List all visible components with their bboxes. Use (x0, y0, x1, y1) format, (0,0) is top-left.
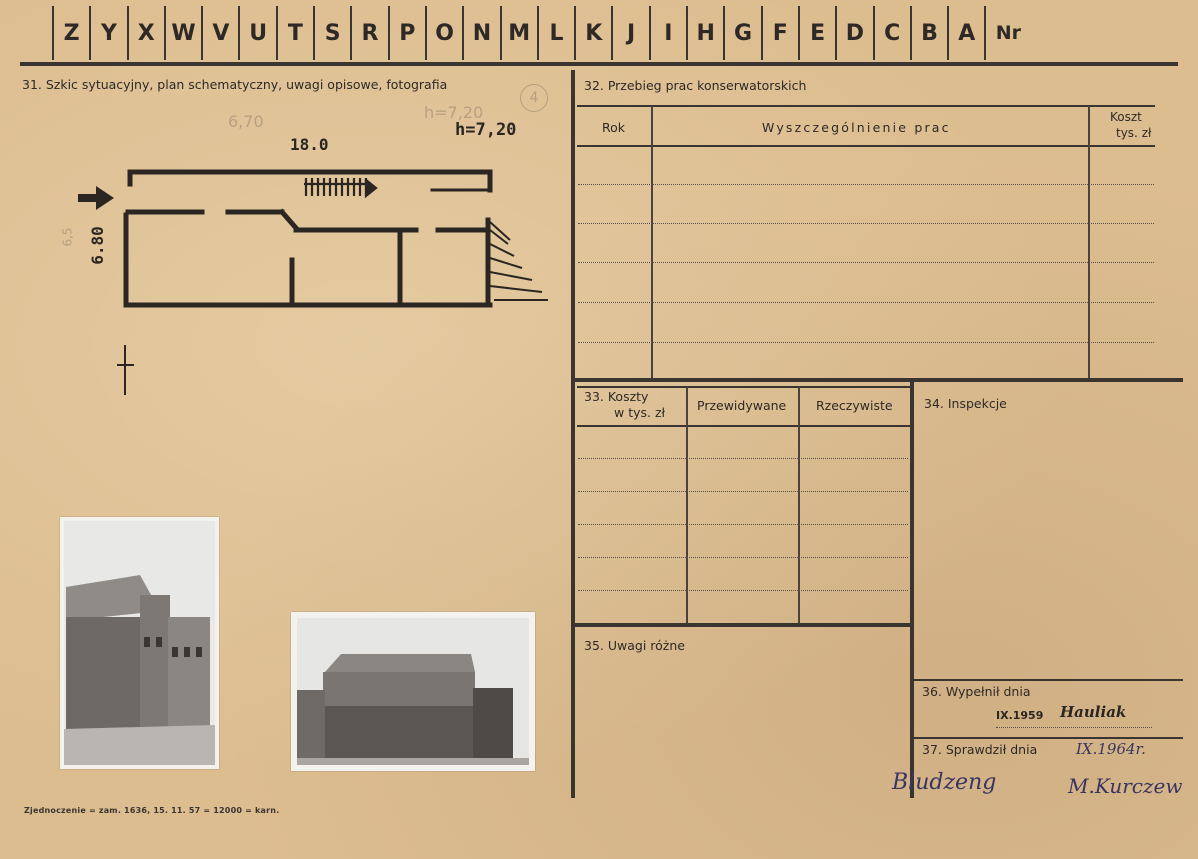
floor-plan-sketch (70, 160, 560, 410)
index-letter-o: O (425, 6, 462, 60)
table32-header-rule (577, 145, 1155, 147)
col-planned-header: Przewidywane (697, 398, 787, 413)
col-cost-header-1: Koszt (1110, 110, 1142, 124)
stairs-icon (304, 178, 376, 196)
photo-building-side (60, 517, 219, 769)
col-actual-header: Rzeczywiste (816, 398, 893, 413)
section-37-label: 37. Sprawdził dnia (922, 742, 1038, 757)
index-letter-m: M (500, 6, 537, 60)
print-footer: Zjednoczenie = zam. 1636, 15. 11. 57 = 12000 = karn. (24, 806, 280, 815)
index-letter-x: X (127, 6, 164, 60)
pencil-circle-note: 4 (520, 84, 548, 112)
section-36-top (914, 679, 1183, 681)
table33-row (578, 491, 908, 492)
main-divider (571, 70, 575, 798)
table32-row (578, 223, 1154, 224)
section-33-label-2: w tys. zł (614, 405, 666, 420)
index-letter-b: B (910, 6, 947, 60)
index-letter-i: I (649, 6, 686, 60)
table32-row (578, 302, 1154, 303)
index-letter-z: Z (52, 6, 89, 60)
filled-signature: Hauliak (1060, 703, 1127, 721)
checked-date: IX.1964r. (1076, 740, 1146, 758)
col-works-header: Wyszczególnienie prac (762, 120, 951, 135)
index-letter-k: K (574, 6, 611, 60)
table32-col-rule-2 (1088, 106, 1090, 380)
index-letter-n: N (462, 6, 499, 60)
index-letter-h: H (686, 6, 723, 60)
index-letter-v: V (201, 6, 238, 60)
table33-header-rule (577, 425, 911, 427)
dimension-length: 18.0 (290, 135, 329, 154)
index-letter-f: F (761, 6, 798, 60)
table32-row (578, 342, 1154, 343)
table33-col-rule-1 (686, 387, 688, 623)
col-cost-header-2: tys. zł (1116, 126, 1152, 140)
north-marker-icon (117, 345, 134, 395)
adjacent-building-hatch (490, 222, 548, 300)
table33-col-rule-2 (798, 387, 800, 623)
table32-row (578, 262, 1154, 263)
table33-top (577, 386, 911, 388)
section-34-label: 34. Inspekcje (924, 396, 1007, 411)
index-letter-a: A (947, 6, 984, 60)
pencil-height-note: h=7,20 (424, 103, 484, 122)
pencil-length-note: 6,70 (228, 112, 264, 131)
index-letter-s: S (313, 6, 350, 60)
section-36-line (996, 727, 1152, 728)
table32-row (578, 184, 1154, 185)
index-letter-u: U (238, 6, 275, 60)
photo-building-front (291, 612, 535, 771)
table32-top (577, 105, 1155, 107)
section-32-label: 32. Przebieg prac konserwatorskich (584, 78, 807, 93)
section-32-bottom (575, 378, 1183, 382)
letter-index (52, 6, 1030, 60)
checked-signature-2: M.Kurczew (1068, 774, 1183, 798)
index-letter-e: E (798, 6, 835, 60)
section-36-label: 36. Wypełnił dnia (922, 684, 1031, 699)
index-letter-g: G (723, 6, 760, 60)
index-letter-d: D (835, 6, 872, 60)
table33-row (578, 590, 908, 591)
index-letter-p: P (388, 6, 425, 60)
index-letter-l: L (537, 6, 574, 60)
table33-row (578, 524, 908, 525)
right-divider (910, 382, 914, 798)
section-35-label: 35. Uwagi różne (584, 638, 685, 653)
filled-date: IX.1959 (996, 709, 1044, 722)
dimension-height: h=7,20 (455, 120, 517, 140)
dimension-width: 6.80 (87, 226, 107, 265)
table33-row (578, 557, 908, 558)
table33-row (578, 458, 908, 459)
index-letter-c: C (873, 6, 910, 60)
section-33-bottom (575, 623, 913, 627)
index-letter-w: W (164, 6, 201, 60)
index-letter-y: Y (89, 6, 126, 60)
index-nr: Nr (984, 6, 1030, 60)
col-year-header: Rok (602, 120, 626, 135)
pencil-width-note: 6,5 (60, 227, 75, 247)
checked-signature-1: Bludzeng (892, 770, 997, 795)
index-letter-r: R (350, 6, 387, 60)
plan-walls (126, 172, 490, 305)
index-underline (20, 62, 1178, 66)
section-37-top (914, 737, 1183, 739)
section-33-label-1: 33. Koszty (584, 389, 649, 404)
section-31-label: 31. Szkic sytuacyjny, plan schematyczny, uwagi opisowe, fotografia (22, 77, 448, 92)
index-letter-t: T (276, 6, 313, 60)
index-letter-j: J (611, 6, 648, 60)
table32-col-rule-1 (651, 106, 653, 380)
entrance-arrow-icon (78, 186, 114, 210)
